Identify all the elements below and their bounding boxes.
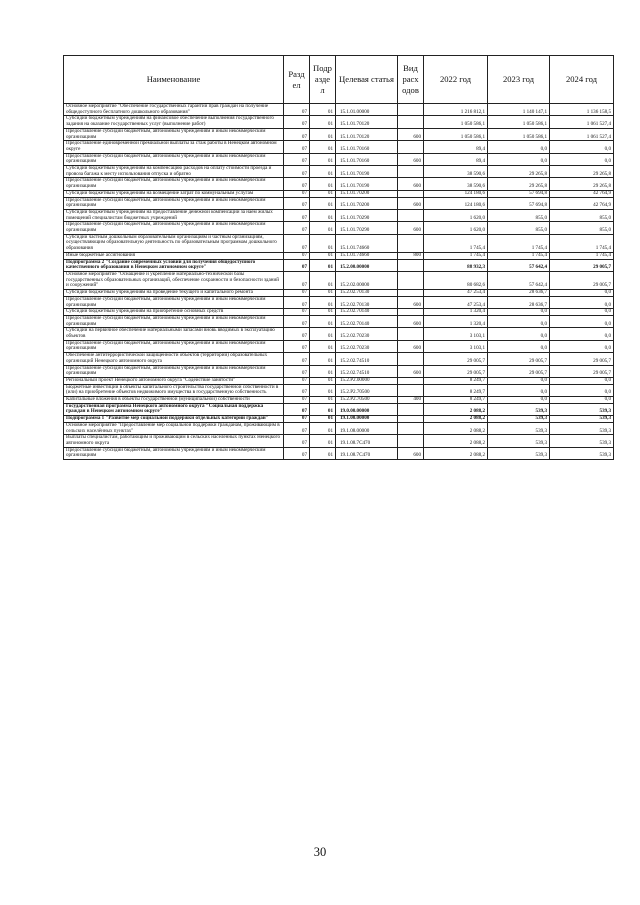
table-cell-expense-type: [398, 116, 424, 128]
table-cell-2022: 1 320,4: [424, 315, 488, 327]
table-cell-name: Предоставление субсидий бюджетным, автономным учреждениям и иным некоммерческим организациям: [64, 447, 284, 459]
table-cell-expense-type: 800: [398, 252, 424, 259]
table-cell-2024: 42 764,9: [550, 190, 614, 197]
table-cell-2024: 0,0: [550, 296, 614, 308]
table-cell-name: Основное мероприятие "Оснащение и укрепление материально-технической базы государственных образовательных организаций, обеспечение сохранности и безопасности зданий и сооружений": [64, 271, 284, 289]
table-cell-section: 07: [284, 222, 310, 234]
table-cell-expense-type: [398, 416, 424, 423]
table-cell-expense-type: [398, 166, 424, 178]
table-cell-section: 07: [284, 309, 310, 316]
table-cell-2024: 1 061 527,4: [550, 116, 614, 128]
table-cell-2023: 28 636,7: [488, 296, 550, 308]
table-cell-2024: 1 745,4: [550, 234, 614, 252]
table-cell-subsection: 01: [310, 353, 336, 365]
header-subsection: Подр азде л: [310, 56, 336, 104]
table-cell-2022: 1 620,0: [424, 222, 488, 234]
table-cell-name: Предоставление субсидий бюджетным, автономным учреждениям и иным некоммерческим организациям: [64, 315, 284, 327]
table-cell-2022: 1 745,4: [424, 234, 488, 252]
table-cell-2023: 57 642,4: [488, 271, 550, 289]
table-cell-2023: 539,3: [488, 422, 550, 434]
table-cell-2024: 0,0: [550, 340, 614, 352]
table-cell-2023: 57 642,4: [488, 259, 550, 271]
table-cell-target: 15.2.02.70140: [336, 315, 398, 327]
table-cell-expense-type: 600: [398, 365, 424, 377]
table-cell-2024: 29 005,7: [550, 365, 614, 377]
table-cell-2022: 3 103,1: [424, 328, 488, 340]
table-cell-section: 07: [284, 190, 310, 197]
budget-table: [63, 55, 614, 460]
table-cell-2024: 29 005,7: [550, 259, 614, 271]
table-cell-2023: 57 694,8: [488, 197, 550, 209]
table-cell-subsection: 01: [310, 403, 336, 415]
table-cell-expense-type: 600: [398, 340, 424, 352]
table-cell-2023: 855,0: [488, 222, 550, 234]
table-cell-section: 07: [284, 384, 310, 396]
table-cell-2023: 539,3: [488, 435, 550, 447]
table-cell-expense-type: [398, 377, 424, 384]
table-row: [64, 209, 614, 221]
table-cell-2024: 29 005,7: [550, 271, 614, 289]
table-cell-expense-type: [398, 403, 424, 415]
table-cell-name: Основное мероприятие "Предоставление мер социальной поддержки гражданам, проживающим в сельских населённых пунктах": [64, 422, 284, 434]
table-cell-expense-type: 600: [398, 128, 424, 140]
table-cell-target: 15.1.01.70120: [336, 128, 398, 140]
table-cell-2023: 29 005,7: [488, 365, 550, 377]
table-cell-expense-type: 600: [398, 222, 424, 234]
table-cell-name: Субсидии бюджетным учреждениям на возмещение затрат по коммунальным услугам: [64, 190, 284, 197]
table-cell-section: 07: [284, 315, 310, 327]
table-cell-expense-type: 400: [398, 397, 424, 404]
table-cell-2023: 1 745,4: [488, 252, 550, 259]
table-cell-2022: 2 088,2: [424, 403, 488, 415]
table-cell-2022: 2 088,2: [424, 435, 488, 447]
table-cell-2023: 0,0: [488, 315, 550, 327]
table-cell-2023: 539,3: [488, 447, 550, 459]
table-cell-subsection: 01: [310, 104, 336, 116]
table-cell-section: 07: [284, 328, 310, 340]
table-cell-2022: 38 590,6: [424, 166, 488, 178]
table-cell-expense-type: [398, 190, 424, 197]
table-row: [64, 234, 614, 252]
table-cell-expense-type: [398, 384, 424, 396]
table-row: [64, 328, 614, 340]
table-row: [64, 435, 614, 447]
table-cell-section: 07: [284, 234, 310, 252]
table-cell-2024: 42 764,9: [550, 197, 614, 209]
table-cell-name: Региональный проект Ненецкого автономного округа "Содействие занятости": [64, 377, 284, 384]
table-cell-2023: 0,0: [488, 384, 550, 396]
table-cell-section: 07: [284, 340, 310, 352]
page-number: 30: [313, 845, 327, 859]
table-row: [64, 116, 614, 128]
table-row: [64, 340, 614, 352]
table-cell-section: 07: [284, 416, 310, 423]
table-cell-2024: 539,3: [550, 447, 614, 459]
table-cell-name: Предоставление субсидий бюджетным, автономным учреждениям и иным некоммерческим организациям: [64, 128, 284, 140]
table-cell-subsection: 01: [310, 259, 336, 271]
table-cell-2024: 0,0: [550, 397, 614, 404]
table-cell-subsection: 01: [310, 377, 336, 384]
table-cell-target: 15.2.P2.00000: [336, 377, 398, 384]
table-cell-2022: 38 590,6: [424, 178, 488, 190]
table-cell-target: 15.1.01.70200: [336, 190, 398, 197]
table-cell-2022: 124 180,6: [424, 190, 488, 197]
table-cell-expense-type: 600: [398, 178, 424, 190]
table-cell-2022: 1 216 812,1: [424, 104, 488, 116]
table-cell-name: Субсидии на первичное обеспечение материальными запасами вновь вводимых в эксплуатацию объектов: [64, 328, 284, 340]
table-cell-target: 15.1.01.70290: [336, 222, 398, 234]
header-year-2023: 2023 год: [488, 56, 550, 104]
table-row: [64, 447, 614, 459]
table-cell-target: 19.1.00.00000: [336, 416, 398, 423]
table-cell-2023: 29 265,8: [488, 166, 550, 178]
table-row: [64, 315, 614, 327]
table-cell-target: 15.2.02.70130: [336, 296, 398, 308]
table-cell-2023: 0,0: [488, 141, 550, 153]
table-row: [64, 271, 614, 289]
table-cell-expense-type: [398, 422, 424, 434]
table-cell-2023: 539,3: [488, 416, 550, 423]
table-cell-subsection: 01: [310, 271, 336, 289]
table-cell-expense-type: [398, 209, 424, 221]
header-target: Целевая статья: [336, 56, 398, 104]
table-cell-2022: 1 050 586,1: [424, 116, 488, 128]
table-cell-2024: 539,3: [550, 403, 614, 415]
table-cell-subsection: 01: [310, 116, 336, 128]
table-cell-name: Предоставление единовременной премиальной выплаты за стаж работы в Ненецком автономном округе: [64, 141, 284, 153]
table-cell-name: Иные бюджетные ассигнования: [64, 252, 284, 259]
table-cell-expense-type: [398, 328, 424, 340]
table-cell-target: 15.1.01.70290: [336, 209, 398, 221]
table-cell-2024: 0,0: [550, 309, 614, 316]
table-cell-2022: 1 620,0: [424, 209, 488, 221]
table-row: [64, 153, 614, 165]
table-cell-section: 07: [284, 377, 310, 384]
table-cell-2024: 1 061 527,4: [550, 128, 614, 140]
table-cell-expense-type: [398, 353, 424, 365]
table-cell-2024: 0,0: [550, 377, 614, 384]
table-cell-name: Предоставление субсидий бюджетным, автономным учреждениям и иным некоммерческим организациям: [64, 153, 284, 165]
table-cell-expense-type: 600: [398, 153, 424, 165]
table-row: [64, 141, 614, 153]
table-cell-2023: 57 694,8: [488, 190, 550, 197]
table-cell-2023: 28 636,7: [488, 290, 550, 297]
table-cell-name: Капитальные вложения в объекты государственной (муниципальной) собственности: [64, 397, 284, 404]
table-cell-name: Предоставление субсидий бюджетным, автономным учреждениям и иным некоммерческим организациям: [64, 296, 284, 308]
table-cell-section: 07: [284, 365, 310, 377]
table-cell-name: Предоставление субсидий бюджетным, автономным учреждениям и иным некоммерческим организациям: [64, 178, 284, 190]
table-cell-target: 15.2.P2.70500: [336, 384, 398, 396]
table-cell-target: 15.2.02.70230: [336, 340, 398, 352]
header-name: Наименование: [64, 56, 284, 104]
table-cell-subsection: 01: [310, 197, 336, 209]
table-cell-2022: 1 320,4: [424, 309, 488, 316]
table-cell-2024: 0,0: [550, 384, 614, 396]
table-cell-subsection: 01: [310, 153, 336, 165]
table-cell-name: Предоставление субсидий бюджетным, автономным учреждениям и иным некоммерческим организациям: [64, 365, 284, 377]
table-row: [64, 128, 614, 140]
table-cell-2024: 0,0: [550, 141, 614, 153]
table-cell-name: Субсидии бюджетным учреждениям на предоставление денежной компенсации за наём жилых помещений специалистам бюджетных учреждений: [64, 209, 284, 221]
table-cell-subsection: 01: [310, 384, 336, 396]
table-cell-target: 15.1.01.70190: [336, 166, 398, 178]
table-cell-target: 15.1.01.70160: [336, 153, 398, 165]
table-cell-name: Выплаты специалистам, работающим и проживающим в сельских населённых пунктах Ненецкого автономного округа: [64, 435, 284, 447]
table-cell-name: Субсидии бюджетным учреждениям на проведение текущего и капитального ремонта: [64, 290, 284, 297]
table-cell-2022: 29 005,7: [424, 365, 488, 377]
table-cell-2022: 8 249,7: [424, 397, 488, 404]
table-cell-2022: 47 253,4: [424, 296, 488, 308]
table-cell-2024: 0,0: [550, 290, 614, 297]
table-cell-2023: 539,3: [488, 403, 550, 415]
table-cell-expense-type: 600: [398, 447, 424, 459]
table-cell-2024: 539,3: [550, 416, 614, 423]
header-year-2022: 2022 год: [424, 56, 488, 104]
table-cell-subsection: 01: [310, 209, 336, 221]
table-cell-section: 07: [284, 209, 310, 221]
table-cell-section: 07: [284, 447, 310, 459]
table-cell-2024: 29 265,8: [550, 178, 614, 190]
table-cell-target: 15.1.01.70190: [336, 178, 398, 190]
table-cell-name: Субсидии частным дошкольным образовательным организациям и частным организациям, осуществляющим образовательную деятельность по образовательным программам дошкольного образования: [64, 234, 284, 252]
table-cell-subsection: 01: [310, 447, 336, 459]
table-cell-2022: 47 253,4: [424, 290, 488, 297]
table-cell-section: 07: [284, 178, 310, 190]
table-cell-section: 07: [284, 290, 310, 297]
table-cell-subsection: 01: [310, 416, 336, 423]
table-cell-2023: 1 050 586,1: [488, 116, 550, 128]
table-cell-target: 15.1.01.70120: [336, 116, 398, 128]
table-cell-expense-type: [398, 104, 424, 116]
header-year-2024: 2024 год: [550, 56, 614, 104]
table-cell-subsection: 01: [310, 166, 336, 178]
table-cell-2023: 0,0: [488, 309, 550, 316]
table-cell-subsection: 01: [310, 309, 336, 316]
table-cell-name: Обеспечение антитеррористической защищённости объектов (территорий) образовательных организаций Ненецкого автономного округа: [64, 353, 284, 365]
table-cell-target: 15.2.02.74510: [336, 365, 398, 377]
table-cell-subsection: 01: [310, 141, 336, 153]
table-cell-name: Субсидии бюджетным учреждениям на компенсацию расходов на оплату стоимости проезда и провоза багажа к месту использования отпуска и обратно: [64, 166, 284, 178]
table-cell-name: Субсидии бюджетным учреждениям на финансовое обеспечение выполнения государственного задания на оказание государственных услуг (выполнение работ): [64, 116, 284, 128]
table-cell-2023: 0,0: [488, 377, 550, 384]
table-cell-subsection: 01: [310, 222, 336, 234]
table-cell-expense-type: [398, 309, 424, 316]
table-cell-subsection: 01: [310, 397, 336, 404]
table-row: [64, 178, 614, 190]
table-cell-name: Бюджетные инвестиции в объекты капитального строительства государственной собственности в (или) на приобретение объектов недвижимого имущества в государственную собственность: [64, 384, 284, 396]
table-cell-subsection: 01: [310, 422, 336, 434]
table-cell-section: 07: [284, 166, 310, 178]
table-cell-2024: 855,0: [550, 222, 614, 234]
table-cell-2022: 1 745,4: [424, 252, 488, 259]
table-cell-section: 07: [284, 141, 310, 153]
table-cell-subsection: 01: [310, 190, 336, 197]
table-cell-2022: 124 180,6: [424, 197, 488, 209]
table-cell-subsection: 01: [310, 328, 336, 340]
table-cell-target: 19.0.00.00000: [336, 403, 398, 415]
table-cell-target: 15.2.02.70230: [336, 328, 398, 340]
table-cell-name: Подпрограмма 1 "Развитие мер социальной поддержки отдельных категорий граждан": [64, 416, 284, 423]
table-cell-2024: 0,0: [550, 315, 614, 327]
table-cell-2023: 0,0: [488, 328, 550, 340]
table-row: [64, 422, 614, 434]
table-cell-target: 15.2.02.70130: [336, 290, 398, 297]
table-row: [64, 353, 614, 365]
table-cell-2022: 80 682,6: [424, 271, 488, 289]
table-cell-section: 07: [284, 397, 310, 404]
table-row: [64, 365, 614, 377]
table-cell-name: Субсидии бюджетным учреждениям на приобретение основных средств: [64, 309, 284, 316]
table-cell-expense-type: 600: [398, 296, 424, 308]
table-cell-subsection: 01: [310, 234, 336, 252]
table-row: [64, 197, 614, 209]
table-row: [64, 222, 614, 234]
table-cell-expense-type: 600: [398, 315, 424, 327]
table-cell-subsection: 01: [310, 252, 336, 259]
table-cell-subsection: 01: [310, 315, 336, 327]
table-cell-target: 15.2.02.70140: [336, 309, 398, 316]
header-expense-type: Вид расх одов: [398, 56, 424, 104]
table-cell-expense-type: [398, 435, 424, 447]
table-cell-section: 07: [284, 422, 310, 434]
table-cell-2023: 0,0: [488, 397, 550, 404]
table-cell-target: 15.2.P2.70500: [336, 397, 398, 404]
table-row: [64, 259, 614, 271]
table-cell-2022: 89,4: [424, 153, 488, 165]
table-cell-name: Подпрограмма 2 "Создание современных условий для получения общедоступного качественного образования в Ненецком автономном округе": [64, 259, 284, 271]
table-cell-subsection: 01: [310, 340, 336, 352]
table-cell-subsection: 01: [310, 296, 336, 308]
budget-table-sheet: [63, 55, 613, 460]
header-section: Разд ел: [284, 56, 310, 104]
table-cell-target: 19.1.08.00000: [336, 422, 398, 434]
table-body: [64, 104, 614, 460]
table-cell-expense-type: [398, 234, 424, 252]
table-cell-section: 07: [284, 252, 310, 259]
table-cell-section: 07: [284, 259, 310, 271]
table-cell-2022: 3 103,1: [424, 340, 488, 352]
table-cell-target: 15.1.01.00000: [336, 104, 398, 116]
table-cell-section: 07: [284, 116, 310, 128]
table-cell-target: 19.1.08.7C470: [336, 435, 398, 447]
table-cell-expense-type: [398, 259, 424, 271]
table-cell-2024: 29 265,8: [550, 166, 614, 178]
table-cell-2024: 0,0: [550, 328, 614, 340]
table-cell-target: 19.1.08.7C470: [336, 447, 398, 459]
table-cell-2023: 1 140 147,1: [488, 104, 550, 116]
table-cell-2023: 29 005,7: [488, 353, 550, 365]
table-cell-expense-type: 600: [398, 197, 424, 209]
table-cell-subsection: 01: [310, 435, 336, 447]
table-cell-section: 07: [284, 153, 310, 165]
table-cell-section: 07: [284, 104, 310, 116]
table-cell-2024: 29 005,7: [550, 353, 614, 365]
table-cell-name: Предоставление субсидий бюджетным, автономным учреждениям и иным некоммерческим организациям: [64, 197, 284, 209]
table-cell-expense-type: [398, 141, 424, 153]
table-cell-section: 07: [284, 128, 310, 140]
table-cell-section: 07: [284, 296, 310, 308]
table-cell-expense-type: [398, 271, 424, 289]
table-cell-subsection: 01: [310, 178, 336, 190]
table-cell-target: 15.1.01.74660: [336, 234, 398, 252]
table-cell-section: 07: [284, 403, 310, 415]
table-cell-2023: 0,0: [488, 153, 550, 165]
table-cell-section: 07: [284, 435, 310, 447]
table-cell-target: 15.1.01.70200: [336, 197, 398, 209]
table-cell-target: 15.2.02.74510: [336, 353, 398, 365]
table-cell-2023: 29 265,8: [488, 178, 550, 190]
table-cell-name: Государственная программа Ненецкого автономного округа "Социальная поддержка граждан в Ненецком автономном округе": [64, 403, 284, 415]
table-cell-section: 07: [284, 271, 310, 289]
table-cell-2023: 1 050 586,1: [488, 128, 550, 140]
table-cell-2024: 539,3: [550, 435, 614, 447]
table-row: [64, 403, 614, 415]
table-cell-2024: 0,0: [550, 153, 614, 165]
table-cell-expense-type: [398, 290, 424, 297]
table-cell-2024: 1 745,4: [550, 252, 614, 259]
table-cell-2022: 2 088,2: [424, 422, 488, 434]
table-cell-2024: 855,0: [550, 209, 614, 221]
table-cell-2022: 88 932,3: [424, 259, 488, 271]
table-cell-2024: 1 136 158,5: [550, 104, 614, 116]
table-cell-target: 15.2.02.00000: [336, 271, 398, 289]
table-cell-2022: 8 249,7: [424, 377, 488, 384]
table-cell-subsection: 01: [310, 365, 336, 377]
table-cell-2022: 2 088,2: [424, 447, 488, 459]
table-cell-section: 07: [284, 353, 310, 365]
table-cell-name: Предоставление субсидий бюджетным, автономным учреждениям и иным некоммерческим организациям: [64, 340, 284, 352]
table-cell-target: 15.2.00.00000: [336, 259, 398, 271]
table-row: [64, 296, 614, 308]
table-cell-target: 15.1.01.74660: [336, 252, 398, 259]
table-cell-2023: 1 745,4: [488, 234, 550, 252]
table-cell-2023: 855,0: [488, 209, 550, 221]
table-cell-2022: 1 050 586,1: [424, 128, 488, 140]
table-header-row: [64, 56, 614, 104]
table-cell-section: 07: [284, 197, 310, 209]
table-cell-2022: 89,4: [424, 141, 488, 153]
table-cell-2022: 29 005,7: [424, 353, 488, 365]
table-cell-2022: 2 088,2: [424, 416, 488, 423]
table-cell-2022: 8 249,7: [424, 384, 488, 396]
table-cell-subsection: 01: [310, 128, 336, 140]
table-cell-2024: 539,3: [550, 422, 614, 434]
table-row: [64, 384, 614, 396]
table-cell-name: Предоставление субсидий бюджетным, автономным учреждениям и иным некоммерческим организациям: [64, 222, 284, 234]
table-cell-target: 15.1.01.70160: [336, 141, 398, 153]
table-cell-subsection: 01: [310, 290, 336, 297]
table-cell-2023: 0,0: [488, 340, 550, 352]
table-cell-name: Основное мероприятие "Обеспечение государственных гарантий прав граждан на получение общедоступного бесплатного дошкольного образования": [64, 104, 284, 116]
